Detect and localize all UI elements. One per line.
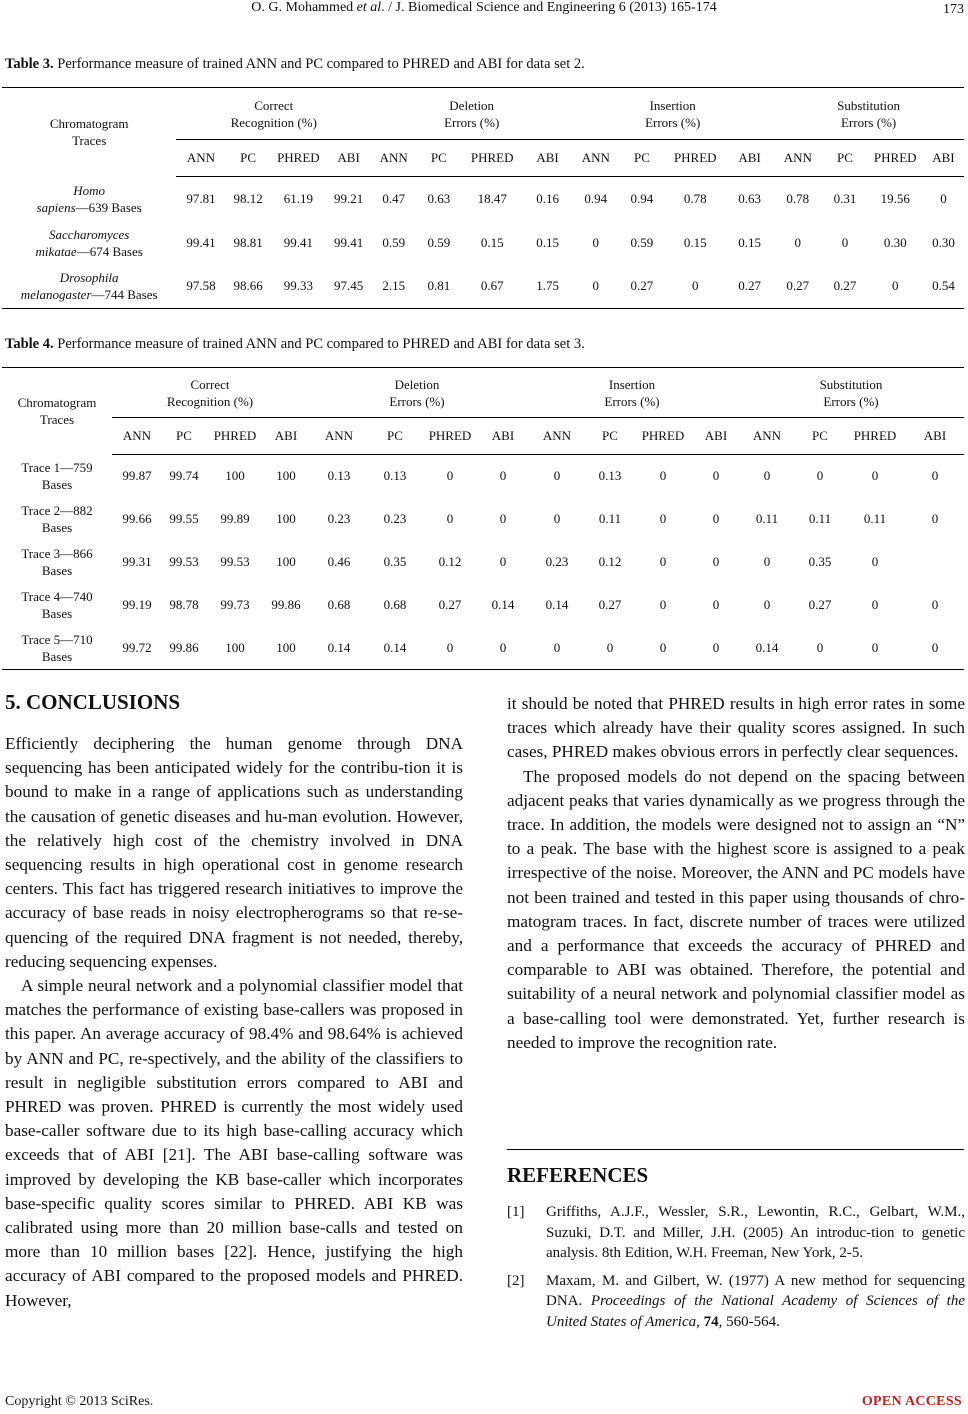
table-cell: 0.30 (883, 234, 907, 250)
table-row (2, 455, 964, 498)
table-cell: 0 (553, 511, 561, 526)
table-cell: 99.73 (220, 597, 250, 612)
page-number: 173 (943, 2, 964, 17)
table-cell: 0.68 (383, 597, 407, 612)
table-cell: 0 (763, 597, 771, 612)
table-cell: 0.35 (808, 554, 832, 569)
table3-subheader: ABI (523, 140, 572, 177)
table-row (2, 265, 964, 309)
table-cell: 0.94 (630, 190, 654, 206)
table4-subheader: ANN (112, 418, 162, 455)
table-cell: 19.56 (880, 190, 910, 206)
table-cell: 0.23 (327, 511, 351, 526)
table-cell: 0.13 (327, 468, 351, 484)
table3-subheader: ANN (371, 140, 416, 177)
trace-label: Bases (41, 520, 73, 535)
table4-subheader-row (2, 418, 964, 455)
conclusions-right-column (507, 692, 965, 1055)
table-cell: 0 (796, 627, 844, 670)
table-cell: 0.31 (833, 190, 857, 206)
table-cell: 0 (871, 468, 879, 484)
trace-label: Bases (41, 648, 73, 664)
table-cell: 0.78 (786, 190, 810, 206)
table3-col-header: Chromatogram Traces (2, 88, 176, 177)
table-cell: 0.59 (630, 234, 654, 250)
table3-subheader: ANN (773, 140, 822, 177)
table-cell: 97.58 (176, 265, 225, 309)
table-cell: 0 (572, 265, 619, 309)
table-cell: 0 (844, 627, 906, 670)
table-cell: 100 (206, 627, 264, 670)
table-cell: 0.11 (863, 511, 887, 526)
table4-caption: Table 4. Performance measure of trained ANN and PC compared to PHRED and ABI for data set 3. (5, 336, 585, 352)
table4-subheader: ANN (526, 418, 588, 455)
table-cell: 99.41 (334, 234, 364, 250)
table3-subheader: PC (619, 140, 664, 177)
reference-journal: Proceedings of the National Academy of Sciences of the United States of America (546, 1293, 966, 1330)
trace-label: Bases (41, 477, 73, 492)
table3-subheader: ABI (923, 140, 964, 177)
table-cell: 0.59 (382, 234, 406, 250)
reference-number: [1] (507, 1204, 525, 1220)
species-name: melanogaster (20, 287, 92, 303)
table-cell: 99.72 (112, 627, 162, 670)
table-cell: 98.81 (233, 234, 263, 250)
table-cell: 97.81 (186, 190, 216, 206)
table3-subheader: PHRED (461, 140, 523, 177)
table3-group-substitution: Substitution Errors (%) (773, 88, 964, 140)
table-cell: 0.12 (598, 554, 622, 569)
conclusions-title: 5. CONCLUSIONS (5, 690, 181, 714)
table-cell: 61.19 (283, 190, 313, 206)
table-cell: 0.27 (822, 265, 867, 309)
table-cell: 0.23 (545, 554, 569, 569)
table-cell: 0 (931, 597, 939, 612)
table-cell: 0.46 (327, 554, 351, 569)
table-cell: 0.27 (438, 597, 462, 612)
base-count: —674 Bases (76, 243, 143, 259)
table4-subheader: PC (796, 418, 844, 455)
table-cell: 99.19 (122, 597, 152, 612)
table-cell: 0 (712, 597, 720, 612)
table-cell: 99.74 (169, 468, 199, 484)
table3-subheader: ABI (726, 140, 773, 177)
table-cell: 99.86 (162, 627, 206, 670)
table-cell: 0 (906, 627, 964, 670)
table-cell: 0.14 (545, 597, 569, 612)
table3-subheader: ABI (326, 140, 371, 177)
table-cell: 0 (871, 554, 879, 569)
table-cell: 0 (659, 597, 667, 612)
table4-group-deletion: Deletion Errors (%) (308, 368, 526, 418)
table4-subheader: PHRED (844, 418, 906, 455)
table-cell: 99.53 (220, 554, 250, 569)
table4-subheader: ABI (264, 418, 308, 455)
table4-subheader: ABI (480, 418, 526, 455)
table-cell: 99.89 (220, 511, 250, 526)
table-cell: 0 (816, 468, 824, 484)
table-cell: 99.55 (169, 511, 199, 526)
table-cell: 0 (712, 554, 720, 569)
table4-subheader: PHRED (206, 418, 264, 455)
trace-name-cell (2, 498, 112, 541)
table4-group-insertion: Insertion Errors (%) (526, 368, 738, 418)
table4-subheader: ANN (308, 418, 370, 455)
table-cell: 0.15 (480, 234, 504, 250)
table-cell: 97.45 (326, 265, 371, 309)
table3-subheader: PHRED (868, 140, 923, 177)
table3-subheader: PHRED (664, 140, 726, 177)
table-cell: 0.78 (683, 190, 707, 206)
table3-group-deletion: Deletion Errors (%) (371, 88, 572, 140)
species-name: Saccharomyces (48, 226, 130, 242)
conclusions-paragraph: A simple neural network and a polynomial classifier model that matches the performance of existing base-callers was proposed in this paper. An average accuracy of 98.4% and 98.64% is achieved by ANN and PC, re-spectively, and the ability of the classifiers to result in negligible substitution errors compared to ABI and PHRED was proven. PHRED is currently the most widely used base-caller software due to its high base-calling accuracy which exceeds that of ABI [21]. The ABI base-calling software was improved by developing the KB base-caller which incorporates base-specific quality scores similar to PHRED. ABI KB was calibrated using more than 20 million base-calls and tested on more than 10 million bases [22]. Hence, justifying the high accuracy of ABI compared to the proposed models and PHRED. However, (5, 976, 463, 1310)
references-divider (507, 1149, 964, 1150)
reference-item (507, 1202, 965, 1264)
table-cell: 0 (712, 511, 720, 526)
table-cell: 2.15 (371, 265, 416, 309)
table-cell: 0.14 (308, 627, 370, 670)
table-cell: 1.75 (523, 265, 572, 309)
table-cell: 99.66 (122, 511, 152, 526)
table-cell: 0 (632, 627, 694, 670)
table3-group-correct: Correct Recognition (%) (176, 88, 371, 140)
base-count: —639 Bases (75, 199, 142, 215)
table-cell: 98.78 (169, 597, 199, 612)
table-cell: 0.13 (383, 468, 407, 484)
trace-label: Trace 5—710 (21, 631, 93, 647)
table-cell: 100 (225, 468, 245, 484)
table3-subheader: ANN (176, 140, 225, 177)
table4-subheader: PHRED (632, 418, 694, 455)
table-cell: 0.27 (773, 265, 822, 309)
copyright-notice: Copyright © 2013 SciRes. (5, 1394, 154, 1409)
table-cell: 0.13 (598, 468, 622, 484)
table-cell: 0.67 (461, 265, 523, 309)
open-access-badge: OPEN ACCESS (861, 1394, 962, 1409)
trace-label: Bases (41, 606, 73, 621)
references-title: REFERENCES (507, 1163, 649, 1187)
table-cell: 0 (871, 597, 879, 612)
table4-subheader: ANN (738, 418, 796, 455)
reference-number: [2] (507, 1272, 525, 1289)
table-cell: 0.14 (370, 627, 420, 670)
table-cell: 99.31 (122, 554, 152, 569)
table3 (2, 87, 964, 309)
table-cell: 0.54 (923, 265, 964, 309)
trace-name-cell (2, 455, 112, 498)
trace-name-cell (2, 177, 176, 221)
table-cell: 0.16 (536, 190, 559, 206)
trace-label: Trace 4—740 (21, 589, 93, 604)
table-cell: 99.33 (271, 265, 326, 309)
table-cell: 0.63 (738, 190, 761, 206)
table4-subheader: PC (370, 418, 420, 455)
table-cell: 0.15 (683, 234, 707, 250)
table-cell: 98.12 (233, 190, 263, 206)
table-cell: 0 (931, 468, 939, 484)
table4-subheader: PHRED (420, 418, 480, 455)
table-cell: 0.27 (808, 597, 832, 612)
table-cell: 0.23 (383, 511, 407, 526)
table-row (2, 177, 964, 221)
species-name: sapiens (36, 199, 76, 215)
trace-name-cell (2, 541, 112, 584)
table3-group-header-row (2, 88, 964, 140)
species-name: mikatae (35, 243, 77, 259)
table-cell: 0.63 (427, 190, 451, 206)
table-cell: 0.68 (327, 597, 351, 612)
species-name: Homo (73, 182, 106, 198)
species-name: Drosophila (59, 270, 119, 286)
table-row (2, 498, 964, 541)
table-cell: 0 (499, 554, 507, 569)
table4-col-header: Chromatogram Traces (2, 368, 112, 455)
base-count: —744 Bases (91, 287, 158, 303)
conclusions-paragraph: it should be noted that PHRED results in high error rates in some traces which already have their quality scores assigned. In such cases, PHRED makes obvious errors in perfectly clear sequences. (507, 694, 965, 762)
table-cell: 0.11 (598, 511, 622, 526)
table-cell: 0 (940, 190, 947, 206)
table-cell: 99.87 (122, 468, 152, 484)
table3-subheader: PC (822, 140, 867, 177)
conclusions-paragraph: Efficiently deciphering the human genome through DNA sequencing has been anticipated widely for the contribu-tion it is bound to make in a range of applications such as understanding the causation of genetic diseases and hu-man evolution. However, the relatively high cost of the chemistry involved in DNA sequencing results in high operational cost in genome research centers. This fact has triggered research initiatives to improve the accuracy of base reads in noisy electropherograms so that re-se-quencing of the required DNA fragment is not needed, thereby, reducing sequencing expenses. (5, 734, 463, 971)
trace-name-cell (2, 221, 176, 265)
table-cell: 0 (763, 468, 771, 484)
reference-text: Griffiths, A.J.F., Wessler, S.R., Lewontin, R.C., Gelbart, W.M., Suzuki, D.T. and Miller, J.H. (2005) An introduc-tion to genetic analysis. 8th Edition, W.H. Freeman, New York, 2-5. (546, 1204, 965, 1261)
table-cell: 0 (588, 627, 632, 670)
running-title: O. G. Mohammed et al. / J. Biomedical Science and Engineering 6 (2013) 165-174 (251, 0, 717, 15)
table4-group-header-row (2, 368, 964, 418)
table3-subheader: PHRED (271, 140, 326, 177)
trace-name-cell (2, 627, 112, 670)
table-cell: 0.11 (755, 511, 779, 526)
table-cell: 0 (499, 511, 507, 526)
table-cell: 0.27 (726, 265, 773, 309)
table-cell: 0.14 (738, 627, 796, 670)
reference-text: Maxam, M. and Gilbert, W. (1977) A new method for sequencing DNA. (546, 1272, 965, 1309)
running-header (0, 0, 968, 24)
table-cell: 0 (868, 265, 923, 309)
table-cell: 0.11 (808, 511, 832, 526)
trace-label: Trace 1—759 (21, 460, 93, 475)
table3-group-insertion: Insertion Errors (%) (572, 88, 773, 140)
table-cell: 100 (276, 511, 296, 526)
table3-caption: Table 3. Performance measure of trained ANN and PC compared to PHRED and ABI for data set 2. (5, 56, 585, 72)
references-list (507, 1202, 965, 1339)
table-cell: 99.21 (334, 190, 364, 206)
table4-subheader: PC (162, 418, 206, 455)
table-cell (906, 541, 964, 584)
table-cell: 0 (664, 265, 726, 309)
table-cell: 0 (592, 234, 600, 250)
trace-label: Bases (41, 563, 73, 578)
table-cell: 0 (763, 554, 771, 569)
table-cell: 0.15 (738, 234, 761, 250)
table-cell: 0 (712, 468, 720, 484)
reference-volume: 74 (703, 1313, 719, 1330)
table4 (2, 367, 964, 670)
conclusions-left-column (5, 732, 463, 1313)
table-cell: 0.94 (584, 190, 608, 206)
table-cell: 98.66 (226, 265, 271, 309)
table-cell: 0.27 (598, 597, 622, 612)
table-cell: 0.27 (619, 265, 664, 309)
table-cell: 0.47 (382, 190, 406, 206)
table-cell: 99.53 (169, 554, 199, 569)
table-cell: 0 (659, 511, 667, 526)
table-cell: 99.86 (271, 597, 301, 612)
table4-subheader: ABI (906, 418, 964, 455)
table-cell: 0 (420, 627, 480, 670)
table4-group-correct: Correct Recognition (%) (112, 368, 308, 418)
table-cell: 0 (931, 511, 939, 526)
table-cell: 0.30 (932, 234, 955, 250)
trace-label: Trace 3—866 (21, 546, 93, 561)
table-cell: 0 (480, 627, 526, 670)
table3-subheader: ANN (572, 140, 619, 177)
table-cell: 0 (694, 627, 738, 670)
table-cell: 0 (553, 468, 561, 484)
table-cell: 0 (659, 468, 667, 484)
table-cell: 0.59 (427, 234, 451, 250)
table-row (2, 627, 964, 670)
table-cell: 0.14 (491, 597, 515, 612)
reference-item: [2] Maxam, M. and Gilbert, W. (1977) A new method for sequencing DNA. Proceedings of the National Academy of Sciences of the United States of America, 74, 560-564. (507, 1272, 966, 1330)
table-cell: 0 (446, 511, 454, 526)
table-cell: 0 (526, 627, 588, 670)
table-cell: 0.15 (536, 234, 559, 250)
table-cell: 100 (276, 554, 296, 569)
trace-name-cell (2, 584, 112, 627)
table-cell: 0 (659, 554, 667, 569)
conclusions-paragraph: The proposed models do not depend on the spacing between adjacent peaks that varies dynamically as we progress through the trace. In addition, the models were designed not to assign an “N” to a peak. The base with the highest score is assigned to a peak irrespective of the noise. Moreover, the ANN and PC models have not been trained and tested in this paper using thousands of chro-matogram traces. In fact, discrete number of traces were utilized and a performance that exceeds the accuracy of PHRED and comparable to ABI was obtained. Therefore, the potential and suitability of a neural network and polynomial classifier model as a base-calling tool were demonstrated. Yet, further research is needed to improve the recognition rate. (507, 766, 965, 1052)
table-cell: 0.12 (438, 554, 462, 569)
table3-subheader: PC (416, 140, 461, 177)
table-cell: 99.41 (186, 234, 216, 250)
table-cell: 0 (794, 234, 802, 250)
table-cell: 100 (276, 468, 296, 484)
table-row (2, 221, 964, 265)
table-cell: 0.81 (416, 265, 461, 309)
table4-subheader: ABI (694, 418, 738, 455)
table-cell: 0.35 (383, 554, 407, 569)
table4-group-substitution: Substitution Errors (%) (738, 368, 964, 418)
table-cell: 100 (264, 627, 308, 670)
table-row (2, 541, 964, 584)
table-cell: 0 (841, 234, 849, 250)
table-cell: 0 (499, 468, 507, 484)
trace-label: Trace 2—882 (21, 503, 93, 518)
table4-subheader: PC (588, 418, 632, 455)
table-cell: 0 (446, 468, 454, 484)
table3-subheader: PC (226, 140, 271, 177)
table-row (2, 584, 964, 627)
trace-name-cell (2, 265, 176, 309)
table-cell: 99.41 (283, 234, 313, 250)
table-cell: 18.47 (477, 190, 507, 206)
